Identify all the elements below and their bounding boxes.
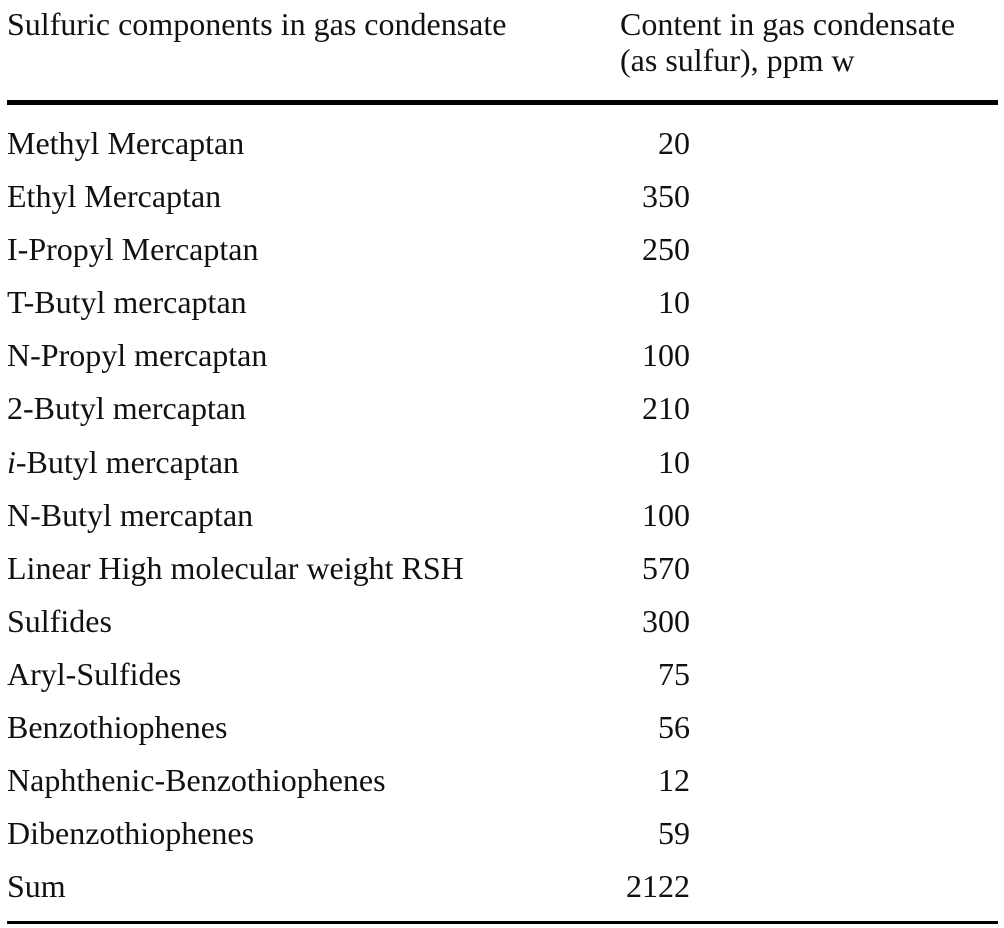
component-name: N-Propyl mercaptan bbox=[7, 337, 268, 374]
content-value: 2122 bbox=[626, 868, 690, 905]
table-row bbox=[7, 814, 998, 867]
content-value: 12 bbox=[658, 762, 690, 799]
component-name: T-Butyl mercaptan bbox=[7, 284, 247, 321]
table-row bbox=[7, 177, 998, 230]
table-row bbox=[7, 761, 998, 814]
component-name: Dibenzothiophenes bbox=[7, 815, 255, 852]
component-name: Benzothiophenes bbox=[7, 709, 228, 746]
content-value: 20 bbox=[658, 125, 690, 161]
sulfur-components-table bbox=[7, 0, 998, 905]
column-header-content-line1: Content in gas condensate bbox=[620, 6, 956, 42]
table-row bbox=[7, 283, 998, 336]
component-name: i-Butyl mercaptan bbox=[7, 443, 239, 480]
header-rule bbox=[7, 100, 998, 105]
table-row bbox=[7, 708, 998, 761]
table-row bbox=[7, 230, 998, 283]
component-name: Aryl-Sulfides bbox=[7, 655, 182, 692]
table-row bbox=[7, 336, 998, 389]
component-name: I-Propyl Mercaptan bbox=[7, 231, 259, 268]
table-body bbox=[7, 124, 998, 920]
table-row bbox=[7, 496, 998, 549]
component-name: Sum bbox=[7, 868, 66, 905]
component-name: N-Butyl mercaptan bbox=[7, 496, 254, 533]
component-name: 2-Butyl mercaptan bbox=[7, 390, 247, 427]
content-value: 100 bbox=[642, 496, 690, 533]
column-header-content bbox=[620, 6, 955, 78]
table-row bbox=[7, 389, 998, 442]
content-value: 350 bbox=[642, 178, 690, 215]
content-value: 75 bbox=[658, 655, 690, 692]
table-header bbox=[7, 0, 998, 100]
content-value: 10 bbox=[658, 284, 690, 321]
content-value: 10 bbox=[658, 443, 690, 480]
table-row bbox=[7, 655, 998, 708]
table-row bbox=[7, 549, 998, 602]
component-name: Linear High molecular weight RSH bbox=[7, 549, 464, 586]
component-name: Sulfides bbox=[7, 602, 112, 639]
bottom-rule bbox=[7, 921, 998, 924]
table-row bbox=[7, 443, 998, 496]
content-value: 56 bbox=[658, 709, 690, 746]
content-value: 100 bbox=[642, 337, 690, 374]
table-row-sum bbox=[7, 867, 998, 920]
column-header-component: Sulfuric components in gas condensate bbox=[7, 6, 507, 42]
content-value: 210 bbox=[642, 390, 690, 427]
content-value: 570 bbox=[642, 549, 690, 586]
table-row bbox=[7, 602, 998, 655]
content-value: 59 bbox=[658, 815, 690, 852]
column-header-content-line2: (as sulfur), ppm w bbox=[620, 42, 855, 78]
table-row bbox=[7, 124, 998, 177]
component-name: Naphthenic-Benzothiophenes bbox=[7, 762, 386, 799]
component-name: Ethyl Mercaptan bbox=[7, 178, 222, 215]
content-value: 300 bbox=[642, 602, 690, 639]
content-value: 250 bbox=[642, 231, 690, 268]
component-name: Methyl Mercaptan bbox=[7, 125, 245, 161]
